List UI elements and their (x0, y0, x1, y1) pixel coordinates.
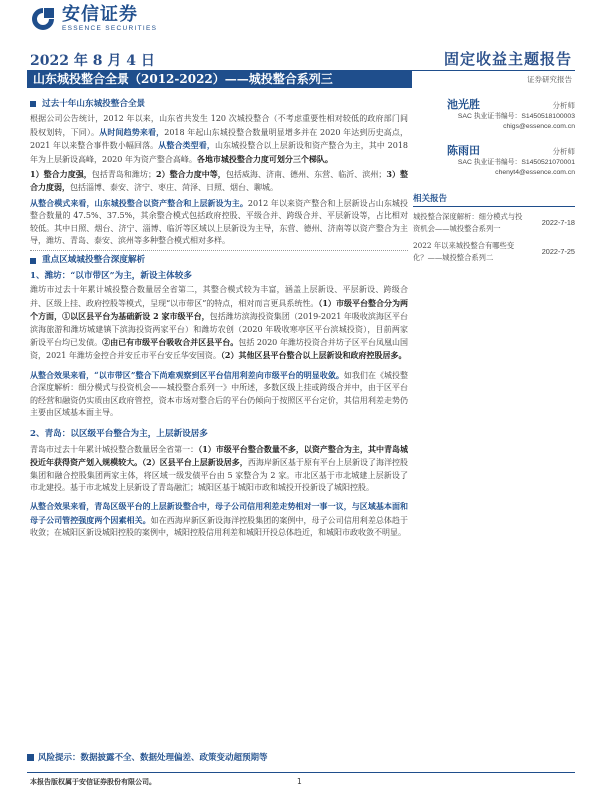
paragraph (30, 284, 408, 362)
related-report-date: 2022-7-18 (541, 218, 575, 228)
text-span: 如我们在《城投整合深度解析：细分模式与投资机会——城投整合系列一》中所述，多数区级上挂或跨级合并中，由于区平台的经营和融资仍实质由区政府管控，资本市场对整合后的平台仍倾向于按照区平台定价，其信用利差走势仍主要由区域基本面主导。 (30, 370, 409, 417)
analyst-cert: SAC 执业证书编号：S1450518100003 (457, 113, 575, 120)
related-report-title[interactable]: 2022 年以来城投整合有哪些变化？——城投整合系列二 (413, 240, 515, 263)
emphasis-text: 从整合模式来看，山东城投整合以资产整合和上层新设为主。 (30, 197, 248, 208)
emphasis-text: （2）其他区县平台整合以上层新设和政府控股居多。 (220, 350, 407, 361)
page-number: 1 (297, 777, 302, 786)
analyst-cert: SAC 执业证书编号：S1450521070001 (457, 159, 575, 166)
analyst-email[interactable]: chenyt4@essence.com.cn (495, 169, 575, 176)
emphasis-text: 从整合效果来看，青岛区级平台的上层新设整合中，母子公司信用利差走势相对一事一议，与区域基本面和母子公司管控强度两个因素相关。 (30, 501, 408, 525)
analyst-name: 池光胜 (447, 98, 480, 111)
related-report-item[interactable] (413, 240, 575, 265)
logo-name-cn: 安信证券 (62, 4, 138, 25)
text-span: 如在西海岸新区新设海洋控股集团的案例中，母子公司信用利差总体趋于收敛；在城阳区新设城阳控股的案例中，城阳控股信用利差和城阳开投总体趋近，和城阳市政收敛不明显。 (30, 515, 409, 538)
emphasis-text: （1）市级平台整合数量不多，以资产整合为主，其中青岛城投近年获得资产划入规模较大。（2）区县平台上层新设居多， (30, 443, 408, 468)
related-reports-title: 相关报告 (413, 192, 575, 207)
footer-disclaimer: 本报告版权属于安信证券股份有限公司。 (30, 777, 156, 786)
text-span: 包括淄博、泰安、济宁、枣庄、菏泽、日照、烟台、聊城。 (70, 183, 278, 193)
analyst-card (413, 96, 575, 132)
paragraph (30, 443, 408, 495)
emphasis-text: 3）整合力度弱， (30, 169, 408, 193)
text-span: 2018 年起山东城投整合数量明显增多并在 2020 年达到历史高点，2021 年以来整合事件数小幅回落。 (30, 127, 409, 151)
emphasis-text: 各地市城投整合力度可划分三个梯队。 (196, 153, 333, 164)
title-divider (412, 70, 575, 71)
related-report-item[interactable] (413, 211, 575, 236)
paragraph (30, 113, 408, 166)
text-span: 包括威海、济南、德州、东营、临沂、滨州； (225, 170, 387, 180)
text-span: 潍坊市过去十年累计城投整合数量居全省第二，其整合模式较为丰富，涵盖上层新设、平层新设、跨级合并、区级上挂、政府控股等模式，呈现“以市带区”的特点，相对而言更具系统性。 (30, 285, 408, 308)
square-bullet-icon (30, 258, 36, 264)
square-bullet-icon (27, 754, 34, 761)
emphasis-text: 从整合类型看， (158, 140, 215, 151)
logo-mark-icon (30, 6, 56, 32)
emphasis-text: （1）市级平台整合分为两个方面，①以区县平台为基础新设 2 家市级平台， (30, 297, 408, 322)
sidebar (413, 96, 575, 265)
text-span: 根据公司公告统计，2012 年以来，山东省共发生 120 次城投整合（不考虑重要性相对较低的政府部门间股权划转，下同）。 (30, 114, 408, 137)
report-subtype: 证券研究报告 (527, 75, 572, 84)
subsection-title-weifang: 1、潍坊：“以市带区”为主，新设主体较多 (30, 270, 192, 281)
main-content (30, 96, 408, 542)
subsection-title-qingdao: 2、青岛：以区级平台整合为主，上层新设居多 (30, 429, 208, 440)
text-span: 西海岸新区基于原有平台上层新设了海洋控股集团和融合控股集团两家主体，将区域一级发债平台由 5 家整合为 2 家。市北区基于市北城建上层新设了市北建投。基于市北城发上层新设了青岛融汇；城阳区基于城阳市政和城投开投新设了城阳控股。 (30, 458, 408, 492)
divider (30, 250, 408, 251)
section-heading (30, 98, 408, 110)
analyst-card (413, 142, 575, 178)
text-span: 2012 年以来资产整合和上层新设占山东城投整合数量的 47.5%、37.5%，其余整合模式包括政府控股、平级合并、跨级合并、平层新设等，占比相对较低。其中日照、烟台、济宁、淄博、临沂等区域以上层新设为主导，东营、德州、济南等以资产整合为主导，潍坊、青岛、泰安、滨州等多种整合模式相对多样。 (30, 198, 409, 246)
paragraph (30, 369, 408, 420)
emphasis-text: 2）整合力度中等， (156, 169, 226, 180)
risk-warning (27, 750, 408, 764)
text-span: 包括青岛和潍坊； (91, 170, 156, 180)
paragraph (30, 500, 408, 539)
analyst-role: 分析师 (552, 101, 575, 110)
related-report-date: 2022-7-25 (541, 247, 575, 257)
emphasis-text: 从整合效果来看，“以市带区”整合下尚难观察到区平台信用利差向市级平台的明显收敛。 (30, 369, 344, 380)
emphasis-text: 从时间趋势来看， (99, 126, 165, 137)
report-title: 山东城投整合全景（2012-2022）——城投整合系列三 (27, 70, 412, 88)
section-title-1: 过去十年山东城投整合全景 (42, 99, 146, 109)
text-span: 青岛市过去十年累计城投整合数量居全省第一： (30, 444, 199, 454)
company-logo (30, 6, 157, 33)
analyst-name: 陈雨田 (447, 144, 480, 157)
report-date: 2022 年 8 月 4 日 (30, 53, 155, 69)
paragraph (30, 197, 408, 248)
footer-divider (27, 772, 575, 773)
emphasis-text: 1）整合力度强， (30, 169, 92, 180)
emphasis-text: ②由已有市级平台吸收合并区县平台。 (102, 336, 239, 347)
text-span: 包括 2020 年潍坊投资合并坊子区平台凤凰山国资，2021 年潍坊金控合并安丘市平台安丘华安国资。 (30, 337, 409, 361)
section-heading (30, 254, 408, 266)
report-type: 固定收益主题报告 (443, 50, 572, 68)
logo-name-en: ESSENCE SECURITIES (62, 25, 158, 32)
related-report-title[interactable]: 城投整合深度解析：细分模式与投资机会——城投整合系列一 (413, 212, 523, 234)
text-span: 山东城投整合以上层新设和资产整合为主，其中 2018 年为上层新设高峰，2020 年为资产整合高峰。 (30, 141, 408, 164)
risk-text: 风险提示：数据披露不全、数据处理偏差、政策变动超预期等 (38, 753, 268, 763)
section-title-2: 重点区域城投整合深度解析 (42, 255, 146, 266)
text-span: 包括潍坊滨海投资集团（2019-2021 年吸收滨海区平台滨海旅游和潍坊城建镇下滨海投资两家平台）和潍坊农创（2020 年吸收寒亭区平台滨城投资），目前两家新设平台均已发债。 (30, 312, 408, 347)
analyst-role: 分析师 (552, 147, 575, 156)
square-bullet-icon (30, 101, 36, 107)
analyst-email[interactable]: chigs@essence.com.cn (503, 123, 575, 130)
paragraph (30, 168, 408, 195)
